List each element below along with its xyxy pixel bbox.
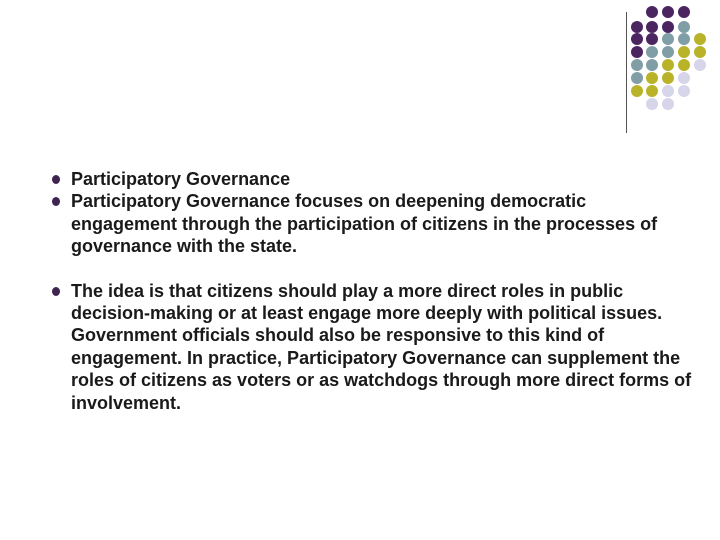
bullet-list: [52, 168, 692, 414]
decorative-dot: [678, 46, 690, 58]
decorative-dot: [694, 46, 706, 58]
decorative-dot: [646, 33, 658, 45]
decorative-dot: [631, 72, 643, 84]
decorative-dot: [694, 59, 706, 71]
bullet-text: Participatory Governance focuses on deepening democratic engagement through the participation of citizens in the processes of governance with the state.: [71, 191, 658, 257]
bullet-text: The idea is that citizens should play a more direct roles in public decision-making or at least engage more deeply with political issues. Government officials should also be responsive to this kind of engagement. In practice, Participatory Governance can supplement the roles of citizens as voters or as watchdogs through more direct forms of involvement.: [71, 280, 692, 413]
decorative-dot: [646, 6, 658, 18]
decorative-dot: [631, 59, 643, 71]
decorative-dot: [662, 46, 674, 58]
bullet-text: Participatory Governance: [71, 169, 291, 189]
decorative-dot: [646, 72, 658, 84]
decorative-dot: [646, 21, 658, 33]
decorative-dot: [646, 85, 658, 97]
decorative-dot: [662, 85, 674, 97]
decorative-dot: [631, 21, 643, 33]
decorative-dot: [662, 6, 674, 18]
decorative-dot: [662, 72, 674, 84]
decorative-dot: [646, 59, 658, 71]
decorative-dot: [646, 98, 658, 110]
decorative-dot: [678, 59, 690, 71]
bullet-marker-icon: [52, 175, 60, 184]
decorative-dot: [662, 98, 674, 110]
decorative-dot: [678, 72, 690, 84]
decorative-dot: [694, 33, 706, 45]
decorative-dot: [646, 46, 658, 58]
bullet-item-3: [52, 280, 692, 414]
decorative-dot: [631, 85, 643, 97]
decorative-dot: [662, 21, 674, 33]
bullet-marker-icon: [52, 197, 60, 206]
bullet-item-2: [52, 190, 692, 257]
decorative-dot: [662, 59, 674, 71]
decorative-dot: [678, 33, 690, 45]
bullet-marker-icon: [52, 287, 60, 296]
decorative-dot: [631, 46, 643, 58]
decorative-dot-grid: [0, 0, 720, 140]
decorative-dot: [631, 33, 643, 45]
decorative-dot: [678, 6, 690, 18]
bullet-item-1: [52, 168, 692, 190]
decorative-dot: [678, 21, 690, 33]
decorative-dot: [662, 33, 674, 45]
decorative-dot: [678, 85, 690, 97]
